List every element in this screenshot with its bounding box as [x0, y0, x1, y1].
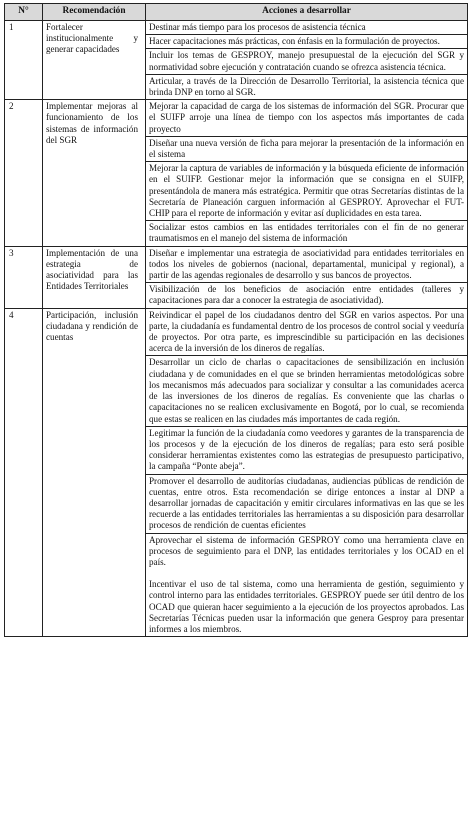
- action-item: Reivindicar el papel de los ciudadanos dentro del SGR en varios aspectos. Por una parte, la ciudadanía es fundamental dentro de los procesos de control social y veeduría de proyectos. Por otra parte, es imprescindible su participación en las decisiones acerca de la inversión de los dineros de regalías.: [146, 309, 467, 357]
- action-item: Legitimar la función de la ciudadanía como veedores y garantes de la transparencia de los procesos y de la ejecución de los dineros de regalías; para esto será posible considerar herramientas existentes como las estrategias de presupuesto participativo, la campaña “Ponte abeja”.: [146, 427, 467, 475]
- action-item: Incluir los temas de GESPROY, manejo presupuestal de la ejecución del SGR y normatividad sobre ejecución y contratación cuando se ofrezca asistencia técnica.: [146, 49, 467, 74]
- action-item: Diseñar una nueva versión de ficha para mejorar la presentación de la información en el sistema: [146, 137, 467, 162]
- action-item-multi-paragraph: [146, 534, 467, 637]
- action-item: Diseñar e implementar una estrategia de asociatividad para entidades territoriales en todos los niveles de gobiernos (nacional, departamental, municipal y regional), a partir de las agendas regionales de desarrollo y sus bancos de proyectos.: [146, 247, 467, 284]
- action-paragraph: Aprovechar el sistema de información GESPROY como una herramienta clave en procesos de seguimiento para el DNP, las entidades territoriales y los OCAD en el país.: [149, 534, 464, 567]
- row-recommendation: Implementar mejoras al funcionamiento de los sistemas de información del SGR: [46, 101, 138, 145]
- action-item: Promover el desarrollo de auditorías ciudadanas, audiencias públicas de rendición de cuentas, entre otros. Esta recomendación se dirige entonces a instar al DNP a desarrollar jornadas de capacitación y emitir circulares informativas en las que se les recuerde a las entidades territoriales las herramientas a su disposición para desarrollar procesos de rendición de cuentas eficientes: [146, 475, 467, 534]
- row-actions: [146, 21, 468, 100]
- row-number: 3: [5, 246, 43, 308]
- header-recommendation: Recomendación: [43, 4, 146, 21]
- header-number: N°: [5, 4, 43, 21]
- table-row: [5, 308, 468, 636]
- action-item: Visibilización de los beneficios de asociación entre entidades (talleres y capacitaciones para dar a conocer la estrategia de asociatividad).: [149, 284, 464, 306]
- action-item: Desarrollar un ciclo de charlas o capacitaciones de sensibilización en inclusión ciudadana y de comunidades en el que se brinden herramientas metodológicas sobre los mecanismos más adecuados para socializar y consultar a las comunidades acerca de las inversiones de los dineros de regalías. Es conveniente que las charlas o capacitaciones no se realicen exclusivamente en Bogotá, por lo cual, se recomienda que estas se realicen en las ciudades más importantes de cada región.: [146, 356, 467, 426]
- paragraph-gap: [149, 568, 464, 579]
- table-header-row: [5, 4, 468, 21]
- row-recommendation: Fortalecer institucionalmente y generar capacidades: [46, 22, 138, 55]
- action-item: Articular, a través de la Dirección de Desarrollo Territorial, la asistencia técnica que brinda DNP en torno al SGR.: [149, 75, 464, 98]
- row-number: 2: [5, 100, 43, 246]
- action-item: Destinar más tiempo para los procesos de asistencia técnica: [146, 21, 467, 35]
- action-item: Hacer capacitaciones más prácticas, con énfasis en la formulación de proyectos.: [146, 35, 467, 49]
- table-row: [5, 100, 468, 246]
- recommendations-table: [4, 3, 468, 637]
- action-item: Socializar estos cambios en las entidades territoriales con el fin de no generar traumatismos en el manejo del sistema de información: [149, 222, 464, 244]
- row-actions: [146, 308, 468, 636]
- header-actions: Acciones a desarrollar: [146, 4, 468, 21]
- recommendations-table-page: [4, 3, 467, 637]
- row-number: 1: [5, 21, 43, 100]
- row-actions: [146, 246, 468, 308]
- row-recommendation: Participación, inclusión ciudadana y rendición de cuentas: [46, 309, 138, 343]
- table-row: [5, 246, 468, 308]
- action-item: Mejorar la capacidad de carga de los sistemas de información del SGR. Procurar que el SUIFP arroje una línea de tiempo con los aspectos más importantes de cada proyecto: [146, 100, 467, 137]
- action-paragraph: Incentivar el uso de tal sistema, como una herramienta de gestión, seguimiento y control interno para las entidades territoriales. GESPROY puede ser útil dentro de los OCAD que quieran hacer seguimiento a la ejecución de los proyectos aprobados. Las Secretarías Técnicas pueden usar la información que genera Gesproy para presentar informes a los miembros.: [149, 579, 464, 634]
- table-row: [5, 21, 468, 100]
- row-actions: [146, 100, 468, 246]
- row-recommendation: Implementación de una estrategia de asociatividad para las Entidades Territoriales: [46, 247, 138, 292]
- row-number: 4: [5, 308, 43, 636]
- action-item: Mejorar la captura de variables de información y la búsqueda eficiente de información en el SUIFP. Gestionar mejor la información que se consigna en el SUIFP, presentándola de manera más estratégica. Permitir que otras Secretarías distintas de la Secretaría de Planeación carguen información al GESPROY. Aprovechar el FUT-CHIP para el reporte de información y evitar así duplicidades en esta tarea.: [146, 162, 467, 221]
